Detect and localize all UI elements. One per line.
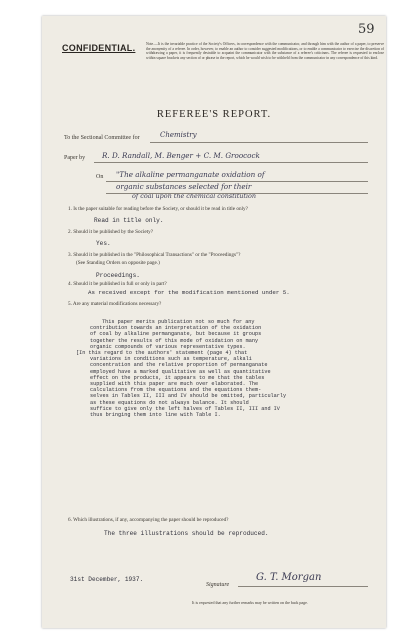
signature-value: G. T. Morgan xyxy=(256,572,322,583)
on-underline-2 xyxy=(106,193,368,194)
answer-5 xyxy=(76,319,390,419)
question-6: 6. Which illustrations, if any, accompanying the paper should be reproduced? xyxy=(68,517,229,523)
answer-5-line: variations in conditions such as temperature, alkali xyxy=(90,356,252,363)
committee-value: Chemistry xyxy=(160,131,197,139)
answer-5-line: employed have a marked qualitative as well as quantitative xyxy=(90,368,271,375)
answer-6: The three illustrations should be reproduced. xyxy=(104,530,269,537)
answer-5-line: organic compounds of various representative types. xyxy=(90,343,246,350)
question-3: 3. Should it be published in the "Philosophical Transactions" or the "Proceedings"? xyxy=(68,252,241,258)
committee-underline xyxy=(150,142,368,143)
question-4: 4. Should it be published in full or only in part? xyxy=(68,281,167,287)
signature-label: Signature xyxy=(206,582,230,588)
signature-underline xyxy=(238,586,368,587)
answer-5-line: as these equations do not always balance. It should xyxy=(90,399,249,406)
answer-5-line: of coal by alkaline permanganate, but because it groups xyxy=(90,331,262,338)
answer-2: Yes. xyxy=(96,240,111,247)
paper-by-underline xyxy=(94,162,368,163)
question-2: 2. Should it be published by the Society? xyxy=(68,229,154,235)
paper-title-line-2: organic substances selected for their xyxy=(116,182,252,191)
paper-title-line-1: "The alkaline permanganate oxidation of xyxy=(116,170,265,179)
answer-5-line: This paper merits publication not so much for any xyxy=(102,319,255,325)
committee-label: To the Sectional Committee for xyxy=(64,135,140,141)
on-label: On xyxy=(96,174,104,180)
paper-by-value: R. D. Randall, M. Benger + C. M. Groocock xyxy=(102,151,260,160)
answer-5-line: concentration and the relative proportion of permanganate xyxy=(90,362,268,369)
answer-5-line: thus bringing them into line with Table I. xyxy=(90,412,221,419)
confidentiality-notice: Note.—It is the invariable practice of the Society's Officers, in correspondence with the communicator, and through him with the author of a paper, to preserve the anonymity of a referee. In order, however, to enable an author to consider suggested modifications, or to enable a communicator to exercise the discretion of withdrawing a paper, it is frequently desirable to acquaint the communicator with the substance of a referee's criticisms. The referee is requested to enclose within square brackets any section of or phrase in the report, which he would wish to be withheld from the communicator in any correspondence of this kind. xyxy=(146,42,384,60)
report-sheet xyxy=(42,16,386,628)
question-5: 5. Are any material modifications necessary? xyxy=(68,301,162,307)
answer-5-line: supplied with this paper are much over elaborated. The xyxy=(90,381,259,388)
confidential-label: CONFIDENTIAL. xyxy=(62,43,136,53)
answer-5-line: calculations from the equations and the equations them- xyxy=(90,387,262,394)
answer-5-line: [In this regard to the authors' statement (page 4) that xyxy=(76,350,248,357)
paper-by-label: Paper by xyxy=(64,155,86,161)
answer-4: As received except for the modification mentioned under 5. xyxy=(88,289,290,296)
answer-5-line: selves in Tables II, III and IV should be omitted, particularly xyxy=(90,393,287,400)
page-number: 59 xyxy=(358,22,375,37)
answer-5-line: contribution towards an interpretation of the oxidation xyxy=(90,325,262,332)
answer-3: Proceedings. xyxy=(96,272,140,279)
page-title: REFEREE'S REPORT. xyxy=(156,109,272,120)
paper-title-line-3: of coal upon the chemical constitution xyxy=(132,192,256,200)
answer-5-line: suffice to give only the left halves of Tables II, III and IV xyxy=(90,405,280,412)
footer-note: It is requested that any further remarks may be written on the back page. xyxy=(192,600,308,605)
answer-1: Read in title only. xyxy=(94,217,164,224)
report-date: 31st December, 1937. xyxy=(70,576,144,583)
answer-5-line: effect on the products, it appears to me that the tables xyxy=(90,374,265,381)
answer-5-line: together the results of this mode of oxidation on many xyxy=(90,337,259,344)
question-3-note: (See Standing Orders on opposite page.) xyxy=(76,260,160,266)
question-1: 1. Is the paper suitable for reading before the Society, or should it be read in title only? xyxy=(68,206,248,212)
on-underline-1 xyxy=(106,181,368,182)
